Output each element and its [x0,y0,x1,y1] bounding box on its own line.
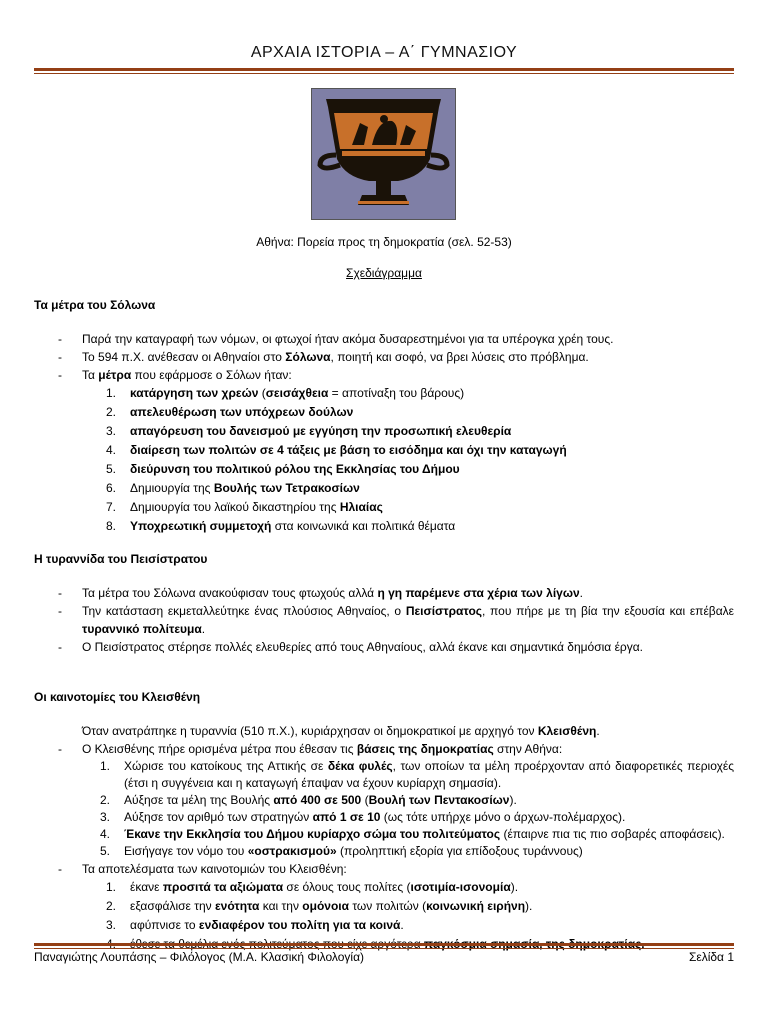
list-item: 1. κατάργηση των χρεών (σεισάχθεια = αποτίναξη του βάρους) [106,386,465,400]
footer-rule [34,943,734,946]
section-heading-solon: Τα μέτρα του Σόλωνα [34,298,156,312]
kleisthenes-results-bullets [34,860,734,878]
footer-rule-thin [34,948,734,949]
list-item: 3. αφύπνισε το ενδιαφέρον του πολίτη για τα κοινά. [106,918,404,932]
list-item: - Ο Πεισίστρατος στέρησε πολλές ελευθερίες από τους Αθηναίους, αλλά έκανε και σημαντικά δημόσια έργα. [34,638,734,656]
list-item: 3. Αύξησε τον αριθμό των στρατηγών από 1 σε 10 (ως τότε υπήρχε μόνο ο άρχων-πολέμαρχος). [100,810,626,824]
section-heading-kleisthenes: Οι καινοτομίες του Κλεισθένη [34,690,201,704]
list-item: 2. Αύξησε τα μέλη της Βουλής από 400 σε 500 (Βουλή των Πεντακοσίων). [100,793,517,807]
list-item: 3. απαγόρευση του δανεισμού με εγγύηση την προσωπική ελευθερία [106,424,512,438]
list-item: 7. Δημιουργία του λαϊκού δικαστηρίου της Ηλιαίας [106,500,383,514]
solon-bullets [34,330,734,384]
outline-title: Σχεδιάγραμμα [346,266,422,280]
list-item: - Το 594 π.Χ. ανέθεσαν οι Αθηναίοι στο Σόλωνα, ποιητή και σοφό, να βρει λύσεις στο πρόβλημα. [34,348,734,366]
list-item: 8. Υποχρεωτική συμμετοχή στα κοινωνικά και πολιτικά θέματα [106,519,456,533]
footer-author: Παναγιώτης Λουπάσης – Φιλόλογος (Μ.Α. Κλασική Φιλολογία) [34,950,364,964]
page-header-title: ΑΡΧΑΙΑ ΙΣΤΟΡΙΑ – Α΄ ΓΥΜΝΑΣΙΟΥ [250,44,518,61]
main-content [34,296,734,954]
header-rule [34,68,734,71]
list-item: - Τα αποτελέσματα των καινοτομιών του Κλεισθένη: [34,860,734,878]
list-item: 4. Έκανε την Εκκλησία του Δήμου κυρίαρχο σώμα του πολιτεύματος (έπαιρνε πια τις πιο σοβαρές αποφάσεις). [100,827,725,841]
kleisthenes-bullets [34,740,734,758]
peisistratos-bullets [34,584,734,656]
krater-vase-illustration [312,89,455,219]
list-item: - Την κατάσταση εκμεταλλεύτηκε ένας πλούσιος Αθηναίος, ο Πεισίστρατος, που πήρε με τη βία την εξουσία και επέβαλε τυραννικό πολίτευμα. [34,602,734,638]
list-item: - Τα μέτρα που εφάρμοσε ο Σόλων ήταν: [34,366,734,384]
list-item: 1. Χώρισε του κατοίκους της Αττικής σε δέκα φυλές, των οποίων τα μέλη προέρχονταν από διαφορετικές περιοχές (έτσι η συγγένεια και η καταγωγή έπαψαν να έχουν κυρίαρχη σημασία). [100,759,735,790]
list-item: 5. Εισήγαγε τον νόμο του «οστρακισμού» (προληπτική εξορία για επίδοξους τυράννους) [100,844,583,858]
section-heading-peisistratos: Η τυραννίδα του Πεισίστρατου [34,552,208,566]
list-item: - Τα μέτρα του Σόλωνα ανακούφισαν τους φτωχούς αλλά η γη παρέμενε στα χέρια των λίγων. [34,584,734,602]
list-item: 2. εξασφάλισε την ενότητα και την ομόνοια των πολιτών (κοινωνική ειρήνη). [106,899,533,913]
list-item: - Ο Κλεισθένης πήρε ορισμένα μέτρα που έθεσαν τις βάσεις της δημοκρατίας στην Αθήνα: [34,740,734,758]
list-item: 1. έκανε προσιτά τα αξιώματα σε όλους τους πολίτες (ισοτιμία-ισονομία). [106,880,519,894]
solon-measures-list [34,384,734,536]
list-item: 4. διαίρεση των πολιτών σε 4 τάξεις με βάση το εισόδημα και όχι την καταγωγή [106,443,567,457]
list-item: - Παρά την καταγραφή των νόμων, οι φτωχοί ήταν ακόμα δυσαρεστημένοι για τα υπέρογκα χρέη τους. [34,330,734,348]
list-item: 6. Δημιουργία της Βουλής των Τετρακοσίων [106,481,360,495]
kleisthenes-intro: Όταν ανατράπηκε η τυραννία (510 π.Χ.), κυριάρχησαν οι δημοκρατικοί με αρχηγό τον Κλεισθένη. [82,724,600,738]
greek-krater-vase-image [311,88,456,220]
kleisthenes-measures-list [34,758,734,860]
caption: Αθήνα: Πορεία προς τη δημοκρατία (σελ. 52-53) [256,235,512,249]
header-rule-thin [34,73,734,74]
footer-page-number: Σελίδα 1 [688,950,734,964]
list-item: 5. διεύρυνση του πολιτικού ρόλου της Εκκλησίας του Δήμου [106,462,460,476]
list-item: 2. απελευθέρωση των υπόχρεων δούλων [106,405,354,419]
